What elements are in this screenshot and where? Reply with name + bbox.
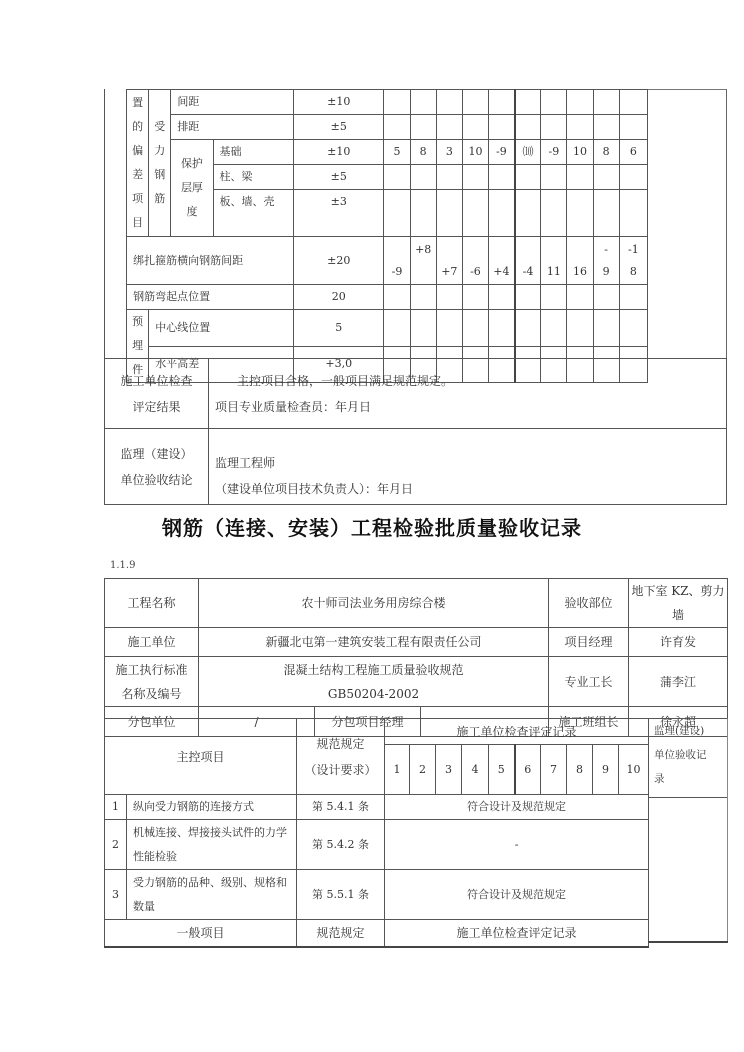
- tolerance: ±5: [293, 115, 383, 140]
- foreman-label: 专业工长: [549, 657, 629, 707]
- table-row: [105, 90, 648, 115]
- item-label: 水平高差: [149, 346, 294, 383]
- value-cell: [541, 190, 567, 237]
- item-label: 柱、梁: [213, 165, 293, 190]
- general-spec-header: 规范规定: [297, 920, 385, 947]
- tolerance: ±3: [293, 190, 383, 237]
- record: 符合设计及规范规定: [385, 870, 649, 920]
- value-cell: 5: [384, 140, 410, 165]
- table-row: [105, 359, 727, 429]
- record: 符合设计及规范规定: [385, 795, 649, 820]
- value-cell: [410, 90, 436, 115]
- team-leader-label: 施工班组长: [549, 707, 629, 737]
- table-row: [105, 429, 727, 505]
- frame-top-border: [648, 89, 727, 90]
- supervisor-record-column: 监理(建设) 单位验收记 录: [648, 718, 728, 942]
- column-header: 9: [593, 745, 619, 795]
- contractor: 新疆北屯第一建筑安装工程有限责任公司: [199, 628, 549, 657]
- item-label: 纵向受力钢筋的连接方式: [127, 795, 297, 820]
- row-number: 2: [105, 820, 127, 870]
- supervisor-signoff: （建设单位项目技术负责人）：年月日: [215, 482, 414, 496]
- value-cell: [436, 115, 462, 140]
- table-row: [105, 795, 649, 820]
- item-label: 机械连接、焊接接头试件的力学 性能检验: [127, 820, 297, 870]
- tolerance: 20: [293, 285, 383, 310]
- conclusion-table: [104, 358, 727, 505]
- form-code: 1.1.9: [110, 560, 136, 571]
- pm: 许育发: [629, 628, 728, 657]
- value-cell: [619, 165, 647, 190]
- value-cell: [567, 165, 593, 190]
- tolerance: ±10: [293, 140, 383, 165]
- value-cell: [515, 165, 541, 190]
- value-cell: [462, 165, 488, 190]
- main-items-table: [104, 718, 649, 948]
- value-cell: [567, 115, 593, 140]
- value-cell: [619, 190, 647, 237]
- column-header: 7: [541, 745, 567, 795]
- value-cell: [384, 115, 410, 140]
- value-cell: [436, 190, 462, 237]
- contractor-result-label: 施工单位检查 评定结果: [105, 359, 209, 429]
- foreman: 蒲李江: [629, 657, 728, 707]
- column-header: 4: [462, 745, 489, 795]
- value-cell: -9: [384, 237, 410, 285]
- contractor-result-cell: [209, 359, 727, 429]
- record: -: [385, 820, 649, 870]
- standard-name: 混凝土结构工程施工质量验收规范: [283, 662, 464, 677]
- item-label: 板、墙、壳: [213, 190, 293, 237]
- column-header: 1: [385, 745, 410, 795]
- value-cell: ⑽: [515, 140, 541, 165]
- table-row: [105, 820, 649, 870]
- value-cell: [462, 90, 488, 115]
- spec: 第 5.4.2 条: [297, 820, 385, 870]
- inspection-part: 地下室 KZ、剪力墙: [629, 579, 728, 628]
- tolerance: ±5: [293, 165, 383, 190]
- table-row: [105, 115, 648, 140]
- value-cell: [619, 90, 647, 115]
- item-label: 钢筋弯起点位置: [127, 285, 294, 310]
- value-cell: [515, 90, 541, 115]
- value-cell: 10: [462, 140, 488, 165]
- standard-label: 施工执行标准 名称及编号: [105, 657, 199, 707]
- item-label: 中心线位置: [149, 310, 294, 347]
- value-cell: -9: [541, 140, 567, 165]
- standard-code: GB50204-2002: [327, 686, 420, 701]
- value-cell: -4: [515, 237, 541, 285]
- value-cell: [384, 165, 410, 190]
- table-row: [105, 579, 728, 628]
- value-cell: [489, 115, 515, 140]
- contractor-result-text: 主控项目合格，一般项目满足规范规定。: [237, 373, 454, 388]
- contractor-signoff: 项目专业质量检查员：年月日: [215, 399, 372, 414]
- value-cell: 8: [410, 140, 436, 165]
- row-number: 1: [105, 795, 127, 820]
- pm-label: 项目经理: [549, 628, 629, 657]
- table-row: [105, 870, 649, 920]
- rebar-label: 受 力 钢 筋: [149, 90, 171, 237]
- supervisor-engineer-label: 监理工程师: [215, 456, 276, 470]
- item-label: 间距: [171, 90, 294, 115]
- deviation-table: [104, 89, 648, 383]
- blank-margin-cell: [105, 90, 127, 237]
- supervisor-result-cell: [209, 429, 727, 505]
- general-items-header: 一般项目: [105, 920, 297, 947]
- standard: [199, 657, 549, 707]
- value-cell: [541, 90, 567, 115]
- value-cell: [410, 165, 436, 190]
- value-cell: [541, 165, 567, 190]
- column-header: 5: [489, 745, 515, 795]
- column-header: 6: [515, 745, 541, 795]
- value-cell: [619, 115, 647, 140]
- value-cell: [515, 115, 541, 140]
- table-row: [105, 310, 648, 347]
- record-header: 施工单位检查评定记录: [385, 719, 649, 745]
- column-header: 2: [410, 745, 436, 795]
- value-cell: [489, 190, 515, 237]
- item-label: 绑扎箍筋横向钢筋间距: [127, 237, 294, 285]
- spec: 第 5.4.1 条: [297, 795, 385, 820]
- value-cell: [436, 165, 462, 190]
- main-items-header: 主控项目: [105, 719, 297, 795]
- value-cell: +7: [436, 237, 462, 285]
- spec: 第 5.5.1 条: [297, 870, 385, 920]
- spec-header: 规范规定 （设计要求）: [297, 719, 385, 795]
- value-cell: [436, 90, 462, 115]
- table-row: [105, 285, 648, 310]
- cover-thickness-label: 保护 层厚 度: [171, 140, 213, 237]
- tolerance: ±20: [293, 237, 383, 285]
- column-header: 3: [436, 745, 462, 795]
- tolerance: ±10: [293, 90, 383, 115]
- table-row: [105, 719, 649, 745]
- value-cell: 8: [593, 140, 619, 165]
- value-cell: [489, 165, 515, 190]
- value-cell: [410, 115, 436, 140]
- value-cell: 16: [567, 237, 593, 285]
- value-cell: [410, 190, 436, 237]
- tolerance: 5: [293, 310, 383, 347]
- item-label: 基础: [213, 140, 293, 165]
- value-cell: +4: [489, 237, 515, 285]
- column-header: 8: [567, 745, 593, 795]
- value-cell: -6: [462, 237, 488, 285]
- value-cell: [384, 90, 410, 115]
- value-cell: [384, 190, 410, 237]
- general-record-header: 施工单位检查评定记录: [385, 920, 649, 947]
- column-header: 10: [619, 745, 649, 795]
- value-cell: [567, 190, 593, 237]
- group-label: 置 的 偏 差 项 目: [127, 90, 149, 237]
- value-cell: -9: [489, 140, 515, 165]
- value-cell: - 9: [593, 237, 619, 285]
- item-label: 受力钢筋的品种、级别、规格和 数量: [127, 870, 297, 920]
- value-cell: [515, 190, 541, 237]
- row-number: 3: [105, 870, 127, 920]
- inspection-part-label: 验收部位: [549, 579, 629, 628]
- project-name: 农十师司法业务用房综合楼: [199, 579, 549, 628]
- value-cell: 11: [541, 237, 567, 285]
- subcontractor-label: 分包单位: [105, 707, 199, 737]
- value-cell: [567, 90, 593, 115]
- value-cell: 6: [619, 140, 647, 165]
- contractor-label: 施工单位: [105, 628, 199, 657]
- value-cell: -1 8: [619, 237, 647, 285]
- value-cell: [593, 90, 619, 115]
- tolerance: +3,0: [293, 346, 383, 383]
- value-cell: 10: [567, 140, 593, 165]
- form-header-table: [104, 578, 728, 737]
- value-cell: [462, 190, 488, 237]
- value-cell: [541, 115, 567, 140]
- table-row: [105, 628, 728, 657]
- item-label: 排距: [171, 115, 294, 140]
- table-row: [105, 140, 648, 165]
- value-cell: [489, 90, 515, 115]
- sub-pm-label: 分包项目经理: [315, 707, 421, 737]
- project-name-label: 工程名称: [105, 579, 199, 628]
- value-cell: +8: [410, 237, 436, 285]
- value-cell: 3: [436, 140, 462, 165]
- value-cell: [462, 115, 488, 140]
- value-cell: [593, 190, 619, 237]
- value-cell: [593, 165, 619, 190]
- supervisor-result-label: 监理（建设） 单位验收结论: [105, 429, 209, 505]
- subcontractor: /: [199, 707, 315, 737]
- table-row: [105, 657, 728, 707]
- page-title: 钢筋（连接、安装）工程检验批质量验收记录: [162, 516, 582, 540]
- table-row: [105, 237, 648, 285]
- embedded-parts-label: 预埋 件: [127, 310, 149, 383]
- table-row: [105, 920, 649, 947]
- team-leader: 徐永超: [629, 707, 728, 737]
- value-cell: [593, 115, 619, 140]
